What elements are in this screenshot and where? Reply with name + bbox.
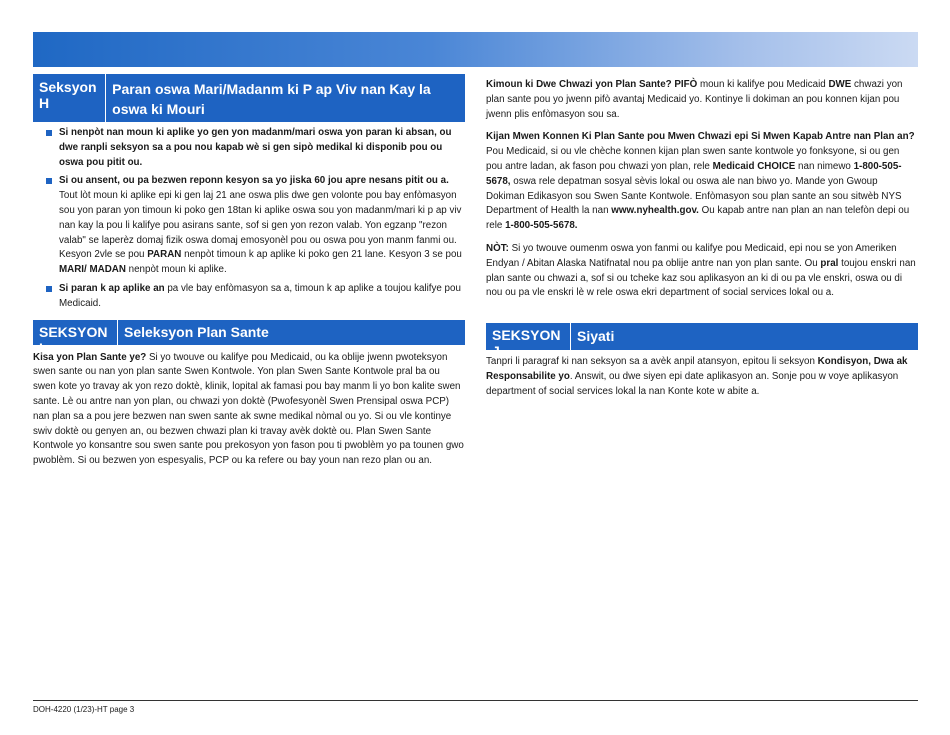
text: . Answit, ou dwe siyen epi date aplikasyon an. Sonje pou w voye aplikasyon department of social services lokal la nan Konte kote w abite a. xyxy=(486,370,899,397)
text: nan nimewo xyxy=(795,160,854,172)
bullet-item xyxy=(33,282,465,312)
section-i-code: SEKSYON I xyxy=(33,320,118,345)
text: Si yo twouve oumenm oswa yon fanmi ou kalifye pou Medicaid, epi nou se yon Ameriken Endyan / Abitan Alaska Natifnatal nou pa oblije antre nan yon plan sante. Ou xyxy=(486,242,897,269)
text: moun ki kalifye pou Medicaid xyxy=(697,79,829,90)
section-j-body xyxy=(486,355,918,399)
bullet-text-bold: Si paran k ap aplike an xyxy=(59,282,165,294)
right-column xyxy=(486,78,918,408)
left-column xyxy=(33,74,465,469)
section-i-header xyxy=(33,320,465,356)
body-text: Si yo twouve ou kalifye pou Medicaid, ou ka oblije jwenn pwoteksyon swen sante ou nan yon plan sante Swen Kontwole. Yon plan Swen Sante Kontwole pral ba ou swen kote yo travay ak yon rezo doktè, klinik, lopital ak famasi pou bay manm li yo bon kalite swen sante. Lè ou antre nan yon plan, ou chwazi yon doktè (Pwofesyonèl Swen Prensipal oswa PCP) nan plan sa a pou jere bezwen nan swen sante ak swne medikal nòmal ou yo. Si ou vle kontinye swiv doktè ou genyen an, ou bezwen chwazi plan ki travay avèk doktè ou. Plan Swen Sante Kontwole yo konsantre sou swen sante pou prekosyon yon fason pou ti pwoblèm yo pa tounen gwo pwoblèm. Si ou bezwen yon espesyalis, PCP ou ka refere ou bay youn nan rezo plan ou an. xyxy=(33,351,464,467)
paragraph-who-chooses xyxy=(486,78,918,122)
bullet-text: nenpòt moun ki aplike. xyxy=(125,264,227,276)
text-bold: Kimoun ki Dwe Chwazi yon Plan Sante? PIFÒ xyxy=(486,79,698,90)
section-i-body xyxy=(33,351,465,469)
bullet-text-bold: Si ou ansent, ou pa bezwen reponn kesyon sa yo jiska 60 jou apre nesans pitit ou a. xyxy=(59,175,449,187)
bullet-text: nenpòt timoun k ap aplike ki poko gen 21 lane. Kesyon 3 se pou xyxy=(181,249,462,261)
section-h-title: Paran oswa Mari/Madanm ki P ap Viv nan Kay la oswa ki Mouri xyxy=(112,81,431,117)
text-bold: Kondisyon, Dwa ak Responsabilite yo xyxy=(486,356,908,382)
bullet-text-bold: MARI/ MADAN xyxy=(59,264,126,276)
question-bold: Kisa yon Plan Sante ye? xyxy=(33,351,147,363)
section-h-bullets xyxy=(33,126,465,312)
section-j-title: Siyati xyxy=(577,328,615,345)
phone-number: 1-800-505-5678. xyxy=(505,220,578,232)
bullet-text-bold: Si nenpòt nan moun ki aplike yo gen yon madanm/mari oswa yon paran ki absan, ou dwe ranpli seksyon sa a pou nou kapab wè si gen sipò medikal ki disponib pou ou oswa pou pitit ou. xyxy=(59,127,452,168)
bullet-item xyxy=(33,126,465,170)
section-j-code: SEKSYON J xyxy=(486,323,571,350)
text: Tanpri li paragraf ki nan seksyon sa a avèk anpil atansyon, epitou li seksyon xyxy=(486,356,818,368)
bullet-item xyxy=(33,174,465,278)
text: toujou enskri nan plan sante ou chwazi a, sof si ou tcheke kaz sou aplikasyon an ki di ou pa vle enskri, oswa ou di nou ou pa vle enskri lè w rele oswa ekri department of social services lokal ou a. xyxy=(486,257,916,299)
text: Pou Medicaid, si ou vle chèche konnen kijan plan swen sante kontwole yo fonksyone, si ou gen pou antre ladan, ak fason pou chwazi yon plan, rele xyxy=(486,146,900,172)
text-bold: Kijan Mwen Konnen Ki Plan Sante pou Mwen Chwazi epi Si Mwen Kapab Antre nan Plan an? xyxy=(486,131,915,143)
bullet-text: pa vle bay enfòmasyon sa a, timoun k ap aplike a toujou kalifye pou Medicaid. xyxy=(59,282,461,309)
bullet-text-bold: PARAN xyxy=(147,249,182,261)
website-link[interactable]: www.nyhealth.gov. xyxy=(611,205,699,217)
bullet-text: Tout lòt moun ki aplike epi ki gen laj 21 ane oswa plis dwe gen volonte pou bay enfòmasyon sou yon paran yon timoun ki poko gen 18tan ki aplike oswa sou yon madanm/mari ki p ap viv nan kay la pou li kalifye pou asirans sante, sof si gen yon rezon valab. Yon egzanp "rezon valab" se laperèz domaj fizik oswa domaj emosyonèl pou ou oswa pou yon manm fanmi ou. Kesyon 2vle se pou xyxy=(59,190,462,261)
text: chwazi yon plan sante pou yo jwenn pifò avantaj Medicaid yo. Kontinye li dokiman an pou konnen kijan pou jwenn plis enfòmasyon sou sa. xyxy=(486,79,903,120)
text: Ou kapab antre nan plan an nan telefòn depi ou rele xyxy=(486,205,910,232)
paragraph-note xyxy=(486,242,918,301)
text-bold: DWE xyxy=(828,79,852,90)
text-bold: NÒT: xyxy=(486,242,509,254)
footer-form-number: DOH-4220 (1/23)-HT page 3 xyxy=(33,705,135,714)
phone-number: 1-800-505-5678, xyxy=(486,160,902,187)
footer-divider xyxy=(33,700,918,701)
section-j-header xyxy=(486,323,918,360)
text: oswa rele depatman sosyal sèvis lokal ou oswa ale nan biwo yo. Mande yon Gwoup Dokiman Edikasyon sou Swen Sante Kontwole. Enfòmasyon sou plan sante an sou sitwèb NYS Department of Health la nan xyxy=(486,175,902,217)
text-bold: pral xyxy=(820,257,839,269)
paragraph-how-to-know xyxy=(486,130,918,234)
header-banner xyxy=(33,32,918,67)
section-i-title: Seleksyon Plan Sante xyxy=(124,323,269,340)
section-h-code: Seksyon H xyxy=(33,74,106,122)
text-bold: Medicaid CHOICE xyxy=(712,160,796,172)
section-h-header xyxy=(33,74,465,122)
